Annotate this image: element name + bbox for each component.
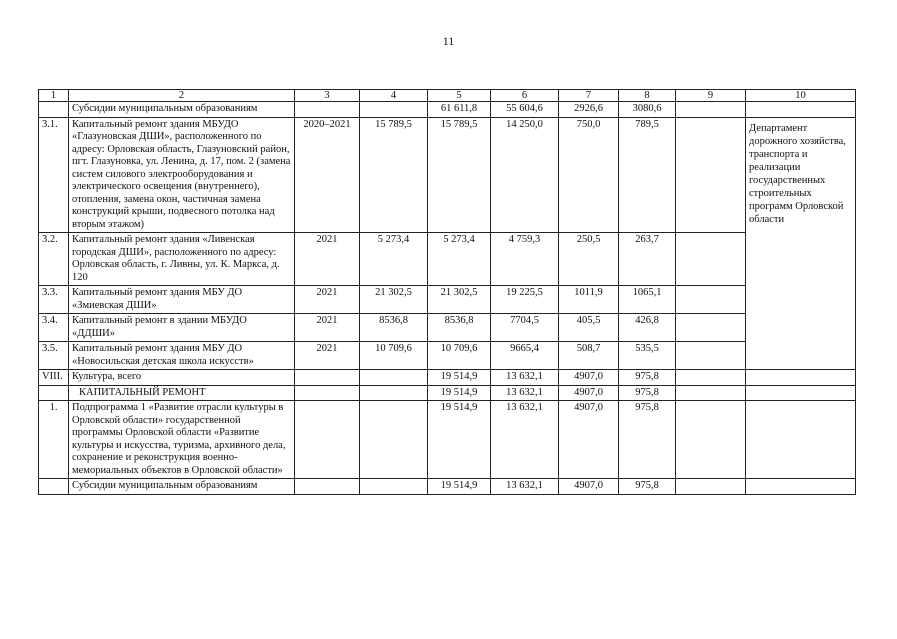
row-col5: 61 611,8 bbox=[428, 102, 491, 118]
row-col4: 8536,8 bbox=[360, 314, 428, 342]
row-number: 1. bbox=[39, 401, 69, 479]
row-col9 bbox=[676, 385, 746, 401]
row-col4: 5 273,4 bbox=[360, 233, 428, 286]
row-col9 bbox=[676, 286, 746, 314]
row-number bbox=[39, 479, 69, 495]
budget-table bbox=[38, 89, 856, 495]
header-cell: 2 bbox=[69, 90, 295, 102]
row-col5: 5 273,4 bbox=[428, 233, 491, 286]
row-col7: 750,0 bbox=[559, 117, 619, 233]
row-name: Субсидии муниципальным образованиям bbox=[69, 479, 295, 495]
row-name: КАПИТАЛЬНЫЙ РЕМОНТ bbox=[69, 385, 295, 401]
row-col10 bbox=[746, 479, 856, 495]
row-col6: 7704,5 bbox=[491, 314, 559, 342]
row-name: Капитальный ремонт здания «Ливенская городская ДШИ», расположенного по адресу: Орловская область, г. Ливны, ул. К. Маркса, д. 120 bbox=[69, 233, 295, 286]
table-row bbox=[39, 370, 856, 386]
header-cell: 4 bbox=[360, 90, 428, 102]
row-col6: 14 250,0 bbox=[491, 117, 559, 233]
row-name: Капитальный ремонт здания МБУ ДО «Змиевская ДШИ» bbox=[69, 286, 295, 314]
page-number: 11 bbox=[442, 34, 455, 48]
row-col9 bbox=[676, 479, 746, 495]
row-col4: 21 302,5 bbox=[360, 286, 428, 314]
row-number: 3.2. bbox=[39, 233, 69, 286]
row-number: 3.4. bbox=[39, 314, 69, 342]
table-row bbox=[39, 479, 856, 495]
row-col9 bbox=[676, 102, 746, 118]
row-years bbox=[295, 385, 360, 401]
row-name: Капитальный ремонт здания МБУ ДО «Новосильская детская школа искусств» bbox=[69, 342, 295, 370]
row-col8: 535,5 bbox=[619, 342, 676, 370]
row-col5: 10 709,6 bbox=[428, 342, 491, 370]
row-col8: 1065,1 bbox=[619, 286, 676, 314]
row-col10 bbox=[746, 401, 856, 479]
row-col6: 9665,4 bbox=[491, 342, 559, 370]
row-col9 bbox=[676, 314, 746, 342]
header-cell: 8 bbox=[619, 90, 676, 102]
row-years bbox=[295, 479, 360, 495]
row-col8: 426,8 bbox=[619, 314, 676, 342]
header-cell: 7 bbox=[559, 90, 619, 102]
row-name: Субсидии муниципальным образованиям bbox=[69, 102, 295, 118]
row-number: 3.5. bbox=[39, 342, 69, 370]
header-cell: 5 bbox=[428, 90, 491, 102]
row-col8: 789,5 bbox=[619, 117, 676, 233]
row-years bbox=[295, 370, 360, 386]
row-col4 bbox=[360, 479, 428, 495]
row-col7: 250,5 bbox=[559, 233, 619, 286]
row-years: 2021 bbox=[295, 233, 360, 286]
row-name: Капитальный ремонт здания МБУДО «Глазуновская ДШИ», расположенного по адресу: Орловская область, Глазуновский район, пгт. Глазуновка, ул. Ленина, д. 17, пом. 2 (замена систем силового электрооборудования и электрического освещения (внутреннего), отопления, замена окон, частичная замена конструкций крыши, подвесного потолка над вторым этажом) bbox=[69, 117, 295, 233]
row-name: Капитальный ремонт в здании МБУДО «ДДШИ» bbox=[69, 314, 295, 342]
row-col8: 975,8 bbox=[619, 370, 676, 386]
row-years: 2021 bbox=[295, 286, 360, 314]
row-number: VIII. bbox=[39, 370, 69, 386]
row-col7: 1011,9 bbox=[559, 286, 619, 314]
header-row bbox=[39, 90, 856, 102]
row-col9 bbox=[676, 370, 746, 386]
header-cell: 9 bbox=[676, 90, 746, 102]
row-col6: 13 632,1 bbox=[491, 370, 559, 386]
header-cell: 10 bbox=[746, 90, 856, 102]
row-col6: 19 225,5 bbox=[491, 286, 559, 314]
row-col8: 975,8 bbox=[619, 401, 676, 479]
row-col8: 975,8 bbox=[619, 479, 676, 495]
row-years: 2020–2021 bbox=[295, 117, 360, 233]
department-cell: Департамент дорожного хозяйства, транспорта и реализации государственных строительных программ Орловской области bbox=[746, 117, 856, 370]
row-name: Подпрограмма 1 «Развитие отрасли культуры в Орловской области» государственной программы Орловской области «Развитие культуры и искусства, туризма, архивного дела, сохранение и реконструкция военно-мемориальных объектов в Орловской области» bbox=[69, 401, 295, 479]
row-col4 bbox=[360, 385, 428, 401]
row-col4 bbox=[360, 401, 428, 479]
row-name: Культура, всего bbox=[69, 370, 295, 386]
row-col5: 15 789,5 bbox=[428, 117, 491, 233]
row-col8: 263,7 bbox=[619, 233, 676, 286]
row-col5: 19 514,9 bbox=[428, 385, 491, 401]
row-col7: 4907,0 bbox=[559, 370, 619, 386]
row-col10 bbox=[746, 385, 856, 401]
row-col6: 13 632,1 bbox=[491, 479, 559, 495]
row-number bbox=[39, 102, 69, 118]
table-row bbox=[39, 385, 856, 401]
row-col6: 13 632,1 bbox=[491, 401, 559, 479]
row-col9 bbox=[676, 401, 746, 479]
table-row bbox=[39, 342, 856, 370]
row-number: 3.1. bbox=[39, 117, 69, 233]
header-cell: 3 bbox=[295, 90, 360, 102]
row-col7: 4907,0 bbox=[559, 479, 619, 495]
row-col9 bbox=[676, 342, 746, 370]
row-col9 bbox=[676, 233, 746, 286]
row-col4: 10 709,6 bbox=[360, 342, 428, 370]
row-years bbox=[295, 401, 360, 479]
row-col4: 15 789,5 bbox=[360, 117, 428, 233]
row-col4 bbox=[360, 370, 428, 386]
row-col9 bbox=[676, 117, 746, 233]
table-row bbox=[39, 102, 856, 118]
row-col10 bbox=[746, 370, 856, 386]
row-years bbox=[295, 102, 360, 118]
table-row bbox=[39, 117, 856, 233]
row-years: 2021 bbox=[295, 314, 360, 342]
row-number bbox=[39, 385, 69, 401]
row-col7: 2926,6 bbox=[559, 102, 619, 118]
row-col5: 19 514,9 bbox=[428, 401, 491, 479]
row-col4 bbox=[360, 102, 428, 118]
row-years: 2021 bbox=[295, 342, 360, 370]
row-number: 3.3. bbox=[39, 286, 69, 314]
row-col5: 8536,8 bbox=[428, 314, 491, 342]
row-col7: 405,5 bbox=[559, 314, 619, 342]
table-row bbox=[39, 286, 856, 314]
header-cell: 6 bbox=[491, 90, 559, 102]
row-col6: 4 759,3 bbox=[491, 233, 559, 286]
row-col7: 508,7 bbox=[559, 342, 619, 370]
row-col8: 3080,6 bbox=[619, 102, 676, 118]
row-col6: 55 604,6 bbox=[491, 102, 559, 118]
row-col5: 21 302,5 bbox=[428, 286, 491, 314]
row-col5: 19 514,9 bbox=[428, 479, 491, 495]
row-col8: 975,8 bbox=[619, 385, 676, 401]
row-col7: 4907,0 bbox=[559, 385, 619, 401]
table-row bbox=[39, 233, 856, 286]
table-row bbox=[39, 401, 856, 479]
row-col6: 13 632,1 bbox=[491, 385, 559, 401]
row-col10 bbox=[746, 102, 856, 118]
table-row bbox=[39, 314, 856, 342]
row-col7: 4907,0 bbox=[559, 401, 619, 479]
row-col5: 19 514,9 bbox=[428, 370, 491, 386]
header-cell: 1 bbox=[39, 90, 69, 102]
